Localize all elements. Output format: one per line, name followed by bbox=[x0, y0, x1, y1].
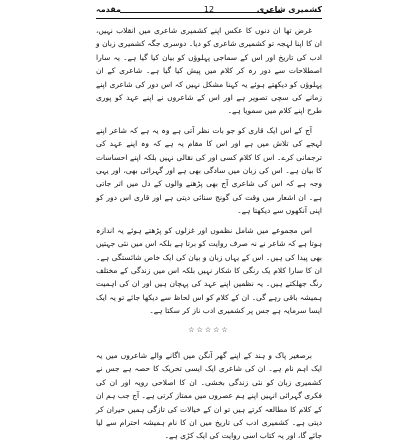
page-number: 12 bbox=[203, 5, 215, 14]
paragraph-4: برصغیر پاک و ہند کے اپنے گھر آنگن میں اگانے والے شاعروں میں یہ ایک اہم نام ہے۔ ان کی شاعری ایک ایسی تحریک کا حصہ ہے جس نے کشمیری زبان کو نئی زندگی بخشی۔ ان کا اصلاحی رویہ اور ان کی فکری گہرائی انہیں اپنے ہم عصروں میں ممتاز کرتی ہے۔ آج جب ہم ان کے کلام کا مطالعہ کرتے ہیں تو ان کے خیالات کی تازگی ہمیں حیران کر دیتی ہے۔ کشمیری ادب کی تاریخ میں ان کا نام ہمیشہ احترام سے لیا جائے گا، اور یہ کتاب اسی روایت کی ایک کڑی ہے۔ bbox=[96, 350, 322, 441]
paragraph-3: اس مجموعے میں شامل نظموں اور غزلوں کو پڑھتے ہوئے یہ اندازہ ہوتا ہے کہ شاعر نے نہ صرف روایت کو برتا ہے بلکہ اس میں نئی جہتیں بھی پیدا کی ہیں۔ اس کے یہاں زبان و بیان کی ایک خاص شائستگی ہے۔ ان کا سارا کلام یک رنگی کا شکار نہیں بلکہ اس میں زندگی کے مختلف رنگ جھلکتے ہیں۔ یہ نظمیں اپنے عہد کی پہچان ہیں اور ان کی اہمیت ہمیشہ باقی رہے گی۔ ان کے کلام کو اس لحاظ سے دیکھا جائے تو یہ ایک ایسا سرمایہ ہے جس پر کشمیری ادب ناز کر سکتا ہے۔ bbox=[96, 225, 322, 316]
paragraph-2: آج کے اس ایک قاری کو جو بات نظر آتی ہے وہ یہ ہے کہ شاعر اپنے لہجے کی تلاش میں ہے اور اس کا مقام یہ ہے کہ وہ اپنے عہد کی ترجمانی کرے۔ اس کا کلام کسی اور کی نقالی نہیں بلکہ اپنے احساسات کا بیان ہے۔ اس کی زبان میں سادگی بھی ہے اور گہرائی بھی، اور یہی وجہ ہے کہ اس کی شاعری آج بھی پڑھنے والوں کے دل میں اتر جاتی ہے۔ ان اشعار میں وقت کی گونج سنائی دیتی ہے اور قاری اس دور کو اپنی آنکھوں سے دیکھتا ہے۔ bbox=[96, 125, 322, 216]
header-title: کشمیری شاعری bbox=[256, 5, 322, 14]
header-left-label: مقدمہ bbox=[96, 5, 121, 14]
running-header bbox=[96, 6, 322, 19]
body-text bbox=[96, 24, 322, 441]
section-separator: ☆☆☆☆☆ bbox=[188, 325, 230, 334]
header-rule bbox=[120, 12, 282, 13]
paragraph-1: غرض تھا ان دنوں کا عکس اپنے کشمیری شاعری میں انقلاب نہیں، ان کا اپنا لہجہ تو کشمیری شاعری کو دیا۔ دوسری جگہ کشمیری زبان و ادب کی تاریخ اور اس کے سماجی پہلوؤں کو بیان کیا گیا ہے۔ یہ سارا اصطلاحات سے دور رہ کر کلام میں پیش کیا گیا ہے۔ شاعری کے ان پہلوؤں کو دیکھتے ہوئے یہ کہنا مشکل نہیں کہ اس دور کی شاعری اپنے زمانے کی سچی تصویر ہے اور اس کے شاعروں نے اپنے عہد کو پوری طرح اپنے کلام میں سمویا ہے۔ bbox=[96, 26, 322, 116]
